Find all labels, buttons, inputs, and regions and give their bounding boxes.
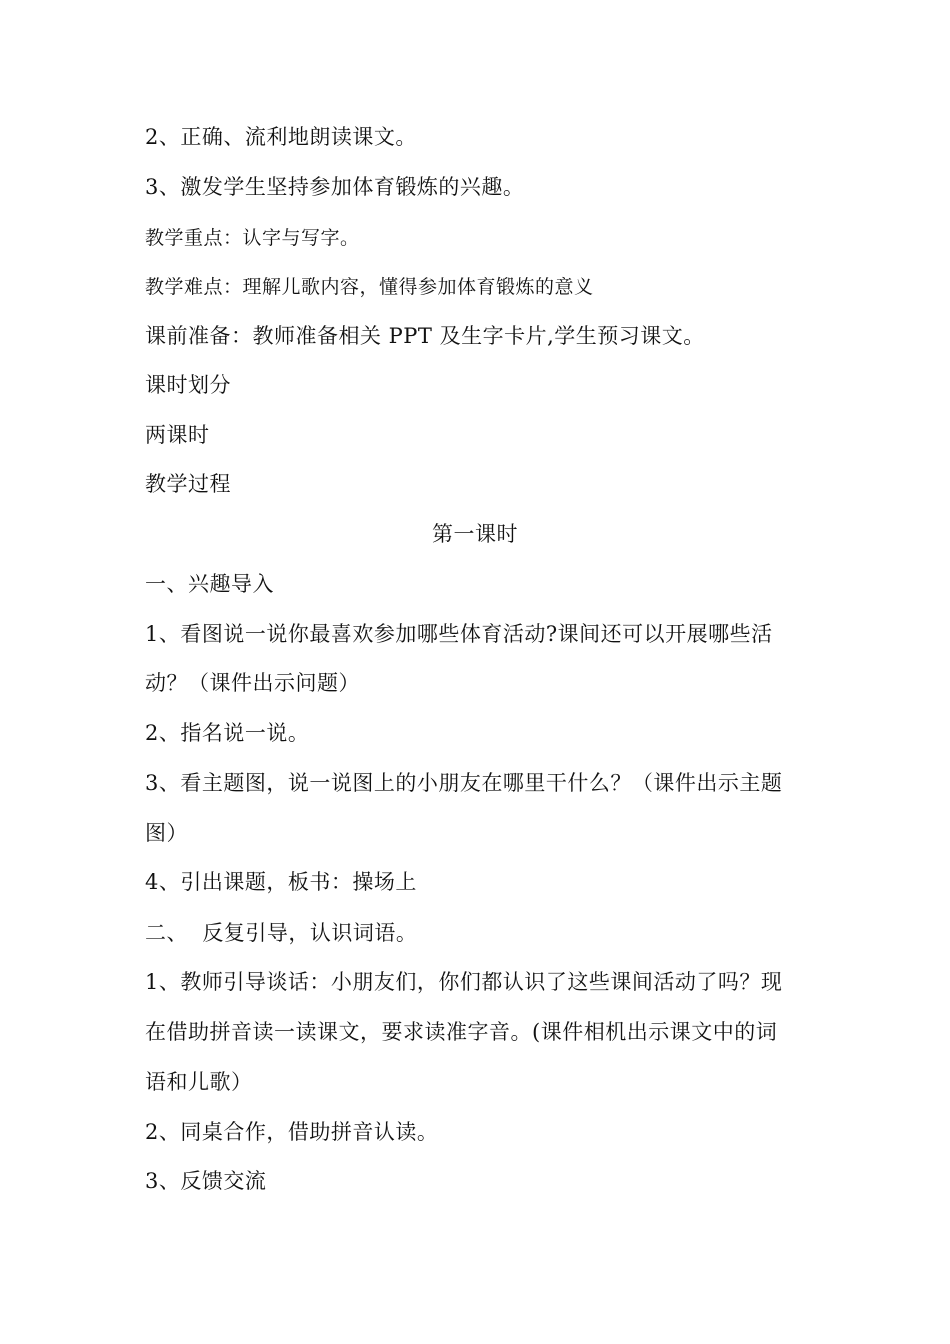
key-point: 教学重点：认字与写字。 bbox=[145, 227, 360, 249]
section1-item1-line1: 1、看图说一说你最喜欢参加哪些体育活动?课间还可以开展哪些活 bbox=[145, 622, 773, 646]
section2-item2: 2、同桌合作，借助拼音认读。 bbox=[145, 1120, 439, 1144]
objective-3: 3、激发学生坚持参加体育锻炼的兴趣。 bbox=[145, 175, 525, 199]
section2-item3: 3、反馈交流 bbox=[145, 1169, 267, 1193]
process-label: 教学过程 bbox=[145, 472, 231, 496]
section2-item1-line2: 在借助拼音读一读课文，要求读准字音。(课件相机出示课文中的词 bbox=[145, 1020, 778, 1044]
period-count: 两课时 bbox=[145, 423, 210, 447]
section1-heading: 一、兴趣导入 bbox=[145, 572, 274, 596]
section1-item1-line2: 动？（课件出示问题） bbox=[145, 671, 360, 695]
section1-item4: 4、引出课题，板书：操场上 bbox=[145, 870, 417, 894]
section1-item3-line1: 3、看主题图，说一说图上的小朋友在哪里干什么？（课件出示主题 bbox=[145, 771, 783, 795]
objective-2: 2、正确、流利地朗读课文。 bbox=[145, 125, 417, 149]
lesson-title: 第一课时 bbox=[432, 522, 518, 546]
section2-item1-line3: 语和儿歌） bbox=[145, 1070, 253, 1094]
preparation: 课前准备：教师准备相关 PPT 及生字卡片,学生预习课文。 bbox=[145, 324, 705, 348]
section2-heading: 二、 反复引导，认识词语。 bbox=[145, 921, 418, 945]
period-division-label: 课时划分 bbox=[145, 373, 231, 397]
difficult-point: 教学难点：理解儿歌内容，懂得参加体育锻炼的意义 bbox=[145, 276, 594, 298]
section1-item2: 2、指名说一说。 bbox=[145, 721, 310, 745]
section1-item3-line2: 图） bbox=[145, 821, 188, 845]
section2-item1-line1: 1、教师引导谈话：小朋友们，你们都认识了这些课间活动了吗？现 bbox=[145, 970, 783, 994]
